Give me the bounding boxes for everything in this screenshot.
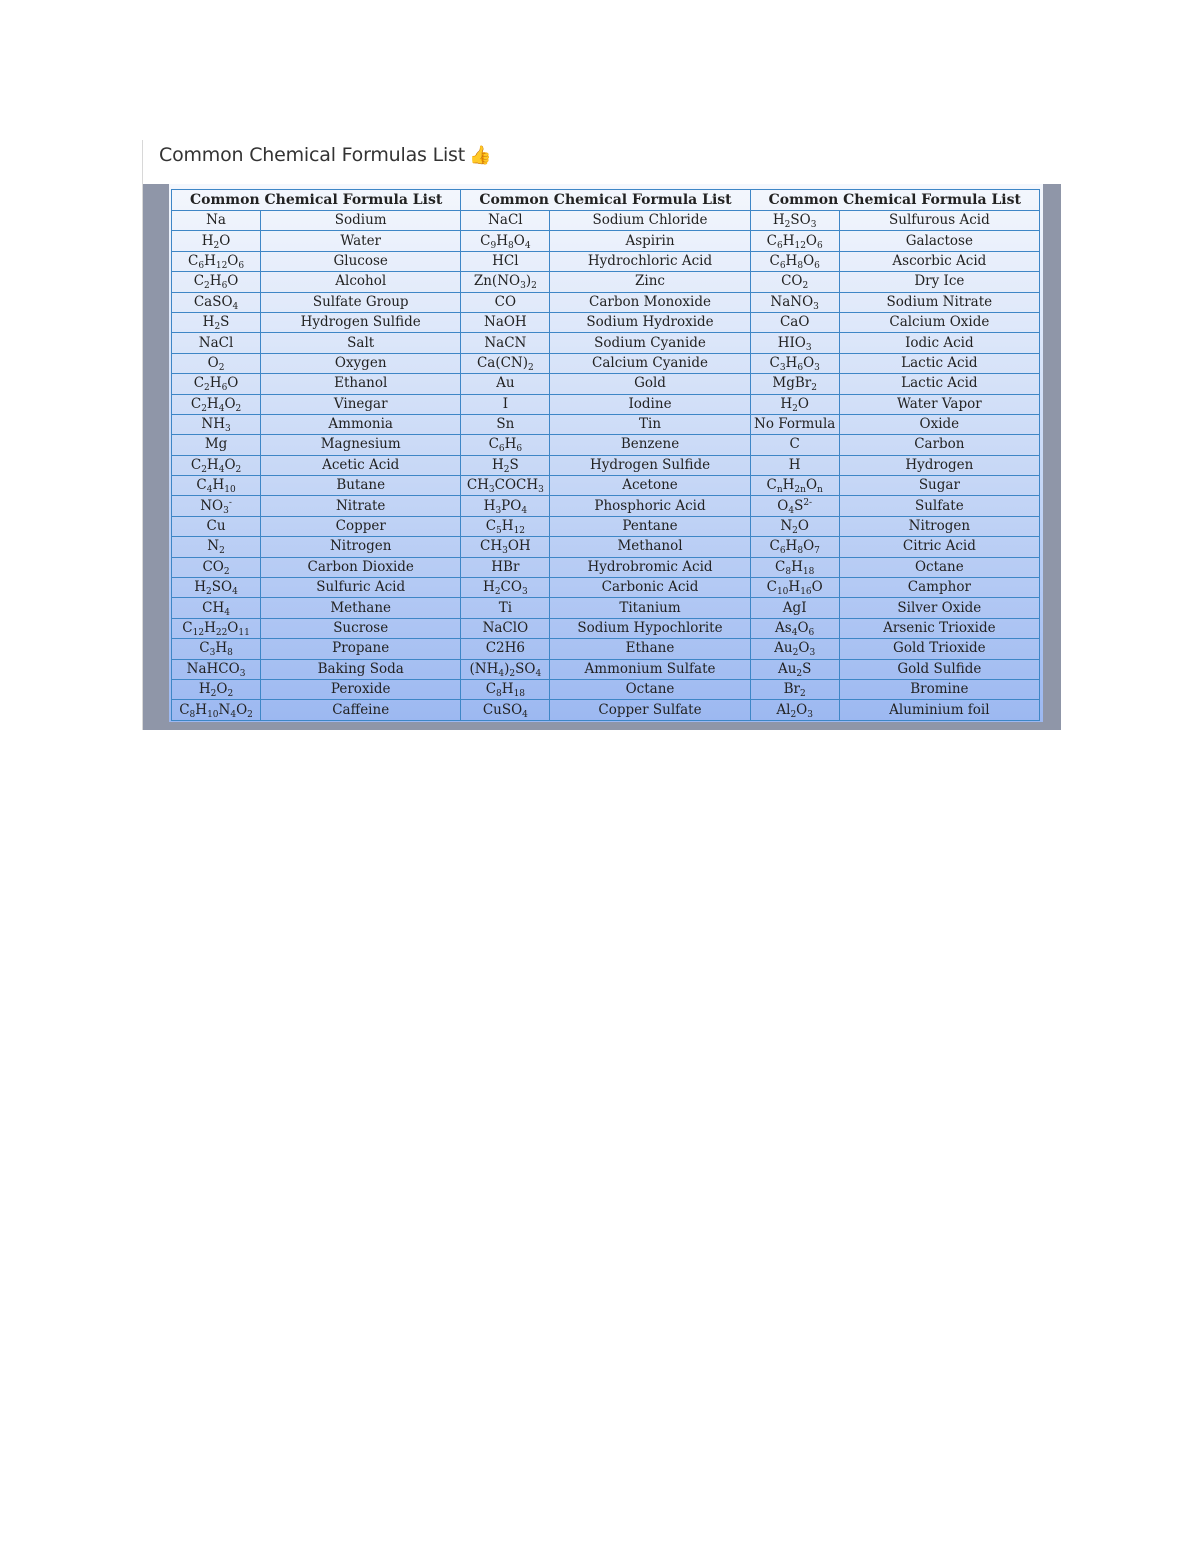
- formula-cell: HCl: [461, 251, 550, 271]
- name-cell: Ethanol: [261, 374, 461, 394]
- formula-cell: No Formula: [750, 414, 839, 434]
- name-cell: Sodium Hydroxide: [550, 312, 750, 332]
- name-cell: Sodium Nitrate: [839, 292, 1039, 312]
- name-cell: Sugar: [839, 476, 1039, 496]
- formula-cell: NaClO: [461, 618, 550, 638]
- post: [142, 140, 1061, 730]
- formula-cell: $C_6H_8O_7$: [750, 537, 839, 557]
- name-cell: Octane: [839, 557, 1039, 577]
- chemical-formula-image: [143, 184, 1061, 730]
- table-row: [172, 598, 1040, 618]
- formula-cell: $C_{12}H_{22}O_{11}$: [172, 618, 261, 638]
- formula-cell: $C_6H_6$: [461, 435, 550, 455]
- formula-cell: $CH_3COCH_3$: [461, 476, 550, 496]
- name-cell: Silver Oxide: [839, 598, 1039, 618]
- table-row: [172, 700, 1040, 720]
- name-cell: Arsenic Trioxide: [839, 618, 1039, 638]
- formula-cell: $C_2H_6O$: [172, 374, 261, 394]
- name-cell: Vinegar: [261, 394, 461, 414]
- formula-cell: NaCN: [461, 333, 550, 353]
- formula-cell: $H_2O$: [750, 394, 839, 414]
- formula-cell: $C_6H_{12}O_6$: [172, 251, 261, 271]
- formula-cell: $Au_2S$: [750, 659, 839, 679]
- name-cell: Camphor: [839, 578, 1039, 598]
- table-row: [172, 251, 1040, 271]
- name-cell: Carbon Dioxide: [261, 557, 461, 577]
- formula-cell: $H_2O$: [172, 231, 261, 251]
- formula-cell: $N_2$: [172, 537, 261, 557]
- formula-cell: Sn: [461, 414, 550, 434]
- name-cell: Calcium Oxide: [839, 312, 1039, 332]
- name-cell: Lactic Acid: [839, 353, 1039, 373]
- table-row: [172, 578, 1040, 598]
- name-cell: Copper Sulfate: [550, 700, 750, 720]
- name-cell: Ammonia: [261, 414, 461, 434]
- post-title: [159, 144, 491, 166]
- name-cell: Sodium Chloride: [550, 211, 750, 231]
- name-cell: Dry Ice: [839, 272, 1039, 292]
- name-cell: Hydrogen Sulfide: [261, 312, 461, 332]
- table-row: [172, 659, 1040, 679]
- formula-cell: $O_4S^{2-}$: [750, 496, 839, 516]
- name-cell: Nitrogen: [839, 516, 1039, 536]
- formula-cell: $H_2SO_4$: [172, 578, 261, 598]
- table-row: [172, 272, 1040, 292]
- name-cell: Hydrobromic Acid: [550, 557, 750, 577]
- formula-cell: $C_8H_{10}N_4O_2$: [172, 700, 261, 720]
- formula-cell: AgI: [750, 598, 839, 618]
- name-cell: Caffeine: [261, 700, 461, 720]
- formula-cell: $H_2CO_3$: [461, 578, 550, 598]
- name-cell: Pentane: [550, 516, 750, 536]
- name-cell: Benzene: [550, 435, 750, 455]
- formula-cell: $H_2O_2$: [172, 679, 261, 699]
- name-cell: Galactose: [839, 231, 1039, 251]
- formula-cell: I: [461, 394, 550, 414]
- formula-cell: C2H6: [461, 639, 550, 659]
- table-row: [172, 516, 1040, 536]
- formula-cell: $(NH_4)_2SO_4$: [461, 659, 550, 679]
- name-cell: Aspirin: [550, 231, 750, 251]
- table-row: [172, 231, 1040, 251]
- column-header: Common Chemical Formula List: [750, 190, 1039, 211]
- formula-cell: $CH_4$: [172, 598, 261, 618]
- formula-cell: C: [750, 435, 839, 455]
- formula-cell: NaOH: [461, 312, 550, 332]
- name-cell: Octane: [550, 679, 750, 699]
- formula-cell: Au: [461, 374, 550, 394]
- name-cell: Titanium: [550, 598, 750, 618]
- name-cell: Bromine: [839, 679, 1039, 699]
- table-row: [172, 455, 1040, 475]
- name-cell: Salt: [261, 333, 461, 353]
- name-cell: Zinc: [550, 272, 750, 292]
- formula-cell: Na: [172, 211, 261, 231]
- name-cell: Alcohol: [261, 272, 461, 292]
- column-header: Common Chemical Formula List: [172, 190, 461, 211]
- name-cell: Gold: [550, 374, 750, 394]
- name-cell: Ammonium Sulfate: [550, 659, 750, 679]
- formula-cell: $CO_2$: [172, 557, 261, 577]
- name-cell: Sodium Cyanide: [550, 333, 750, 353]
- name-cell: Iodine: [550, 394, 750, 414]
- formula-cell: $HIO_3$: [750, 333, 839, 353]
- name-cell: Water: [261, 231, 461, 251]
- name-cell: Sulfate: [839, 496, 1039, 516]
- table-row: [172, 476, 1040, 496]
- formula-cell: $H_3PO_4$: [461, 496, 550, 516]
- name-cell: Sodium: [261, 211, 461, 231]
- name-cell: Peroxide: [261, 679, 461, 699]
- formula-cell: $C_6H_{12}O_6$: [750, 231, 839, 251]
- table-row: [172, 374, 1040, 394]
- table-row: [172, 333, 1040, 353]
- name-cell: Nitrogen: [261, 537, 461, 557]
- formula-cell: NaCl: [461, 211, 550, 231]
- formula-cell: $Ca(CN)_2$: [461, 353, 550, 373]
- name-cell: Magnesium: [261, 435, 461, 455]
- formula-table-body: [172, 211, 1040, 721]
- formula-cell: MgBr$_2$: [750, 374, 839, 394]
- formula-table: [171, 189, 1040, 721]
- formula-cell: $C_{10}H_{16}O$: [750, 578, 839, 598]
- formula-cell: $CO_2$: [750, 272, 839, 292]
- formula-cell: $H_2S$: [461, 455, 550, 475]
- table-row: [172, 639, 1040, 659]
- name-cell: Tin: [550, 414, 750, 434]
- formula-cell: CaSO$_4$: [172, 292, 261, 312]
- name-cell: Copper: [261, 516, 461, 536]
- name-cell: Carbon Monoxide: [550, 292, 750, 312]
- formula-cell: $N_2O$: [750, 516, 839, 536]
- formula-cell: CuSO$_4$: [461, 700, 550, 720]
- formula-cell: $As_4O_6$: [750, 618, 839, 638]
- name-cell: Ethane: [550, 639, 750, 659]
- formula-cell: $C_8H_{18}$: [750, 557, 839, 577]
- name-cell: Nitrate: [261, 496, 461, 516]
- name-cell: Sulfuric Acid: [261, 578, 461, 598]
- table-row: [172, 292, 1040, 312]
- name-cell: Sodium Hypochlorite: [550, 618, 750, 638]
- name-cell: Acetone: [550, 476, 750, 496]
- formula-cell: $C_2H_4O_2$: [172, 394, 261, 414]
- formula-cell: $Au_2O_3$: [750, 639, 839, 659]
- formula-cell: $C_9H_8O_4$: [461, 231, 550, 251]
- name-cell: Sulfurous Acid: [839, 211, 1039, 231]
- formula-cell: $H_2SO_3$: [750, 211, 839, 231]
- thumbs-up-icon: 👍: [468, 145, 492, 166]
- name-cell: Sucrose: [261, 618, 461, 638]
- formula-cell: $Zn(NO_3)_2$: [461, 272, 550, 292]
- formula-cell: Ti: [461, 598, 550, 618]
- formula-cell: $C_5H_{12}$: [461, 516, 550, 536]
- name-cell: Iodic Acid: [839, 333, 1039, 353]
- formula-cell: NaNO$_3$: [750, 292, 839, 312]
- name-cell: Methanol: [550, 537, 750, 557]
- formula-cell: $NO_3^-$: [172, 496, 261, 516]
- name-cell: Methane: [261, 598, 461, 618]
- name-cell: Butane: [261, 476, 461, 496]
- formula-cell: H: [750, 455, 839, 475]
- table-row: [172, 435, 1040, 455]
- formula-cell: HBr: [461, 557, 550, 577]
- formula-cell: $C_8H_{18}$: [461, 679, 550, 699]
- formula-cell: $C_3H_8$: [172, 639, 261, 659]
- formula-cell: Cu: [172, 516, 261, 536]
- name-cell: Ascorbic Acid: [839, 251, 1039, 271]
- name-cell: Oxygen: [261, 353, 461, 373]
- table-row: [172, 353, 1040, 373]
- formula-cell: $C_2H_6O$: [172, 272, 261, 292]
- name-cell: Propane: [261, 639, 461, 659]
- name-cell: Sulfate Group: [261, 292, 461, 312]
- name-cell: Phosphoric Acid: [550, 496, 750, 516]
- table-row: [172, 496, 1040, 516]
- name-cell: Carbonic Acid: [550, 578, 750, 598]
- formula-cell: $CH_3OH$: [461, 537, 550, 557]
- table-row: [172, 211, 1040, 231]
- formula-cell: CaO: [750, 312, 839, 332]
- name-cell: Gold Trioxide: [839, 639, 1039, 659]
- column-header: Common Chemical Formula List: [461, 190, 750, 211]
- formula-cell: CO: [461, 292, 550, 312]
- post-title-text: Common Chemical Formulas List: [159, 144, 465, 166]
- table-row: [172, 394, 1040, 414]
- formula-cell: $C_3H_6O_3$: [750, 353, 839, 373]
- formula-cell: $C_4H_{10}$: [172, 476, 261, 496]
- name-cell: Oxide: [839, 414, 1039, 434]
- name-cell: Acetic Acid: [261, 455, 461, 475]
- table-row: [172, 679, 1040, 699]
- name-cell: Hydrogen: [839, 455, 1039, 475]
- formula-cell: $O_2$: [172, 353, 261, 373]
- name-cell: Lactic Acid: [839, 374, 1039, 394]
- name-cell: Water Vapor: [839, 394, 1039, 414]
- name-cell: Hydrogen Sulfide: [550, 455, 750, 475]
- name-cell: Calcium Cyanide: [550, 353, 750, 373]
- table-row: [172, 618, 1040, 638]
- name-cell: Baking Soda: [261, 659, 461, 679]
- formula-cell: $C_6H_8O_6$: [750, 251, 839, 271]
- formula-cell: NaHCO$_3$: [172, 659, 261, 679]
- formula-cell: NaCl: [172, 333, 261, 353]
- formula-cell: Mg: [172, 435, 261, 455]
- name-cell: Citric Acid: [839, 537, 1039, 557]
- name-cell: Hydrochloric Acid: [550, 251, 750, 271]
- image-content: [169, 184, 1043, 722]
- table-row: [172, 537, 1040, 557]
- formula-cell: $Al_2O_3$: [750, 700, 839, 720]
- table-row: [172, 557, 1040, 577]
- name-cell: Aluminium foil: [839, 700, 1039, 720]
- name-cell: Glucose: [261, 251, 461, 271]
- formula-cell: $C_nH_{2n}O_n$: [750, 476, 839, 496]
- table-row: [172, 414, 1040, 434]
- formula-cell: $NH_3$: [172, 414, 261, 434]
- table-row: [172, 312, 1040, 332]
- table-header-row: [172, 190, 1040, 211]
- formula-cell: $Br_2$: [750, 679, 839, 699]
- name-cell: Carbon: [839, 435, 1039, 455]
- name-cell: Gold Sulfide: [839, 659, 1039, 679]
- formula-cell: $H_2S$: [172, 312, 261, 332]
- formula-cell: $C_2H_4O_2$: [172, 455, 261, 475]
